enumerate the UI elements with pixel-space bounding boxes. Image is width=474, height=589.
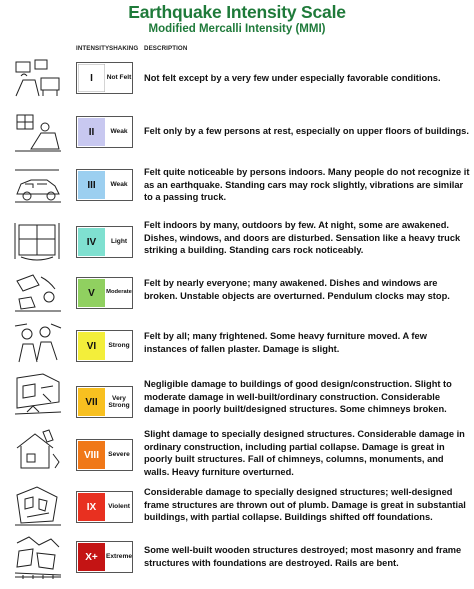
roman-numeral: II [88, 126, 95, 138]
shaking-label: Severe [108, 451, 130, 459]
intensity-box [76, 169, 133, 201]
intensity-box [76, 226, 133, 258]
intensity-swatch [78, 228, 105, 256]
intensity-swatch [78, 279, 105, 307]
illustration-frightened-people [13, 322, 63, 366]
intensity-box [76, 439, 133, 471]
intensity-description: Felt indoors by many, outdoors by few. At night, some are awakened. Dishes, windows, and doors are disturbed. Sensation like a heavy truck striking a building. Standing cars rock noticeably. [144, 220, 461, 256]
illustration-falling-objects [13, 269, 63, 313]
illustration-destroyed-structures [13, 535, 63, 579]
illustration-parked-car [13, 164, 63, 208]
roman-numeral: V [88, 287, 95, 299]
intensity-description: Not felt except by a very few under especially favorable conditions. [144, 73, 441, 83]
intensity-swatch [78, 332, 105, 360]
illustration-collapsed-building [13, 483, 63, 527]
illustration-living-room [13, 56, 63, 100]
illustration-upper-floor [13, 111, 63, 155]
illustration-damaged-room [13, 372, 63, 416]
intensity-swatch [78, 441, 105, 469]
intensity-description: Felt only by a few persons at rest, especially on upper floors of buildings. [144, 126, 469, 136]
intensity-description: Felt quite noticeable by persons indoors. Many people do not recognize it as an earthquake. Standing cars may rock slightly, vibrations are similar to a passing truck. [144, 167, 470, 203]
intensity-box [76, 386, 133, 418]
intensity-box [76, 62, 133, 94]
shaking-label: Weak [110, 181, 128, 189]
roman-numeral: X+ [85, 551, 98, 563]
roman-numeral: I [90, 72, 93, 84]
shaking-label: Moderate [106, 289, 132, 296]
shaking-label: Light [110, 238, 128, 246]
shaking-label: Violent [108, 503, 130, 511]
shaking-label: Very Strong [108, 394, 130, 409]
roman-numeral: IX [86, 501, 97, 513]
page-subtitle: Modified Mercalli Intensity (MMI) [148, 23, 326, 35]
shaking-label: Extreme [105, 553, 133, 561]
intensity-swatch [78, 388, 105, 416]
intensity-box [76, 330, 133, 362]
header-shaking: SHAKING [109, 45, 139, 52]
intensity-swatch [78, 64, 105, 92]
roman-numeral: IV [86, 236, 97, 248]
shaking-label: Not Felt [106, 74, 132, 82]
roman-numeral: VII [85, 396, 98, 408]
intensity-swatch [78, 118, 105, 146]
roman-numeral: VI [86, 340, 97, 352]
illustration-window [13, 219, 63, 263]
intensity-description: Some well-built wooden structures destroyed; most masonry and frame structures with foundations are destroyed. Rails are bent. [144, 545, 462, 568]
shaking-label: Strong [108, 342, 130, 350]
intensity-description: Slight damage to specially designed structures. Considerable damage in ordinary construction, including partial collapse. Damage is great in poorly built structures. Fall of chimneys, columns, monuments, and walls. Heavy furniture overturned. [144, 429, 465, 477]
roman-numeral: III [87, 179, 96, 191]
intensity-description: Considerable damage to specially designed structures; well-designed frame structures are thrown out of plumb. Damage is great in substantial buildings, with partial collapse. Buildings shifted off foundations. [144, 487, 466, 523]
intensity-swatch [78, 543, 105, 571]
intensity-swatch [78, 493, 105, 521]
header-description: DESCRIPTION [144, 45, 188, 52]
intensity-box [76, 277, 133, 309]
intensity-swatch [78, 171, 105, 199]
roman-numeral: VIII [83, 449, 99, 461]
intensity-box [76, 491, 133, 523]
intensity-description: Negligible damage to buildings of good design/construction. Slight to moderate damage in well-built/ordinary construction. Considerable damage in poorly built/designed structures. Some chimneys broken. [144, 379, 452, 415]
intensity-box [76, 541, 133, 573]
intensity-box [76, 116, 133, 148]
illustration-falling-chimney [13, 428, 63, 472]
page-title: Earthquake Intensity Scale [128, 2, 346, 22]
shaking-label: Weak [110, 128, 128, 136]
header-intensity: INTENSITY [76, 45, 110, 52]
intensity-description: Felt by all; many frightened. Some heavy furniture moved. A few instances of fallen plaster. Damage is slight. [144, 331, 427, 354]
intensity-description: Felt by nearly everyone; many awakened. Dishes and windows are broken. Unstable objects are overturned. Pendulum clocks may stop. [144, 278, 450, 301]
